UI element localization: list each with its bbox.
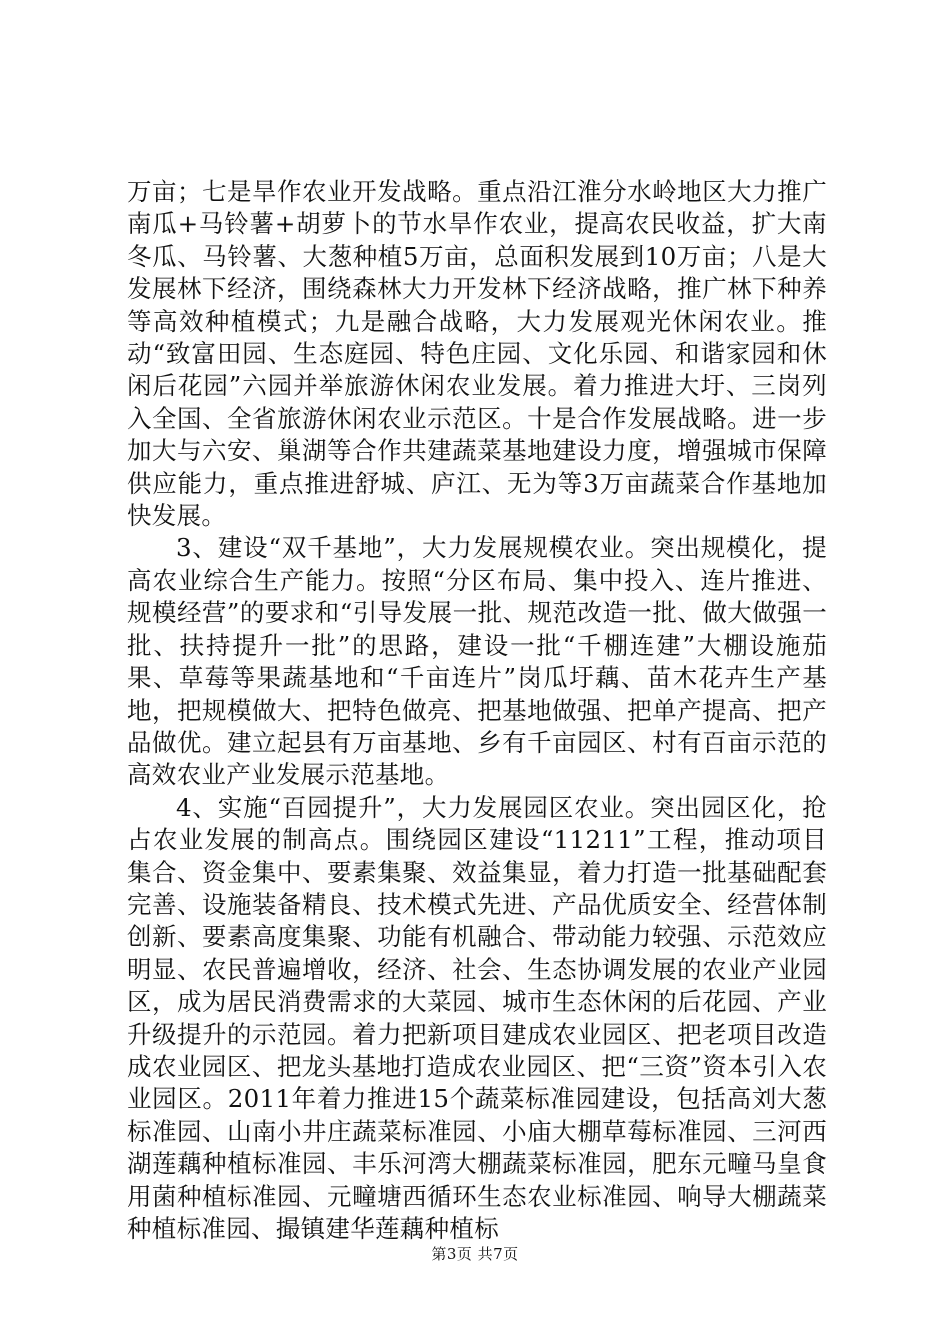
- paragraph-continued: 万亩；七是旱作农业开发战略。重点沿江淮分水岭地区大力推广南瓜+马铃薯+胡萝卜的节水旱作农业，提高农民收益，扩大南冬瓜、马铃薯、大葱种植5万亩，总面积发展到10万亩；八是大发展林下经济，围绕森林大力开发林下经济战略，推广林下种养等高效种植模式；九是融合战略，大力发展观光休闲农业。推动“致富田园、生态庭园、特色庄园、文化乐园、和谐家园和休闲后花园”六园并举旅游休闲农业发展。着力推进大圩、三岗列入全国、全省旅游休闲农业示范区。十是合作发展战略。进一步加大与六安、巢湖等合作共建蔬菜基地建设力度，增强城市保障供应能力，重点推进舒城、庐江、无为等3万亩蔬菜合作基地加快发展。: [127, 177, 828, 531]
- paragraph-section-3: 3、建设“双千基地”，大力发展规模农业。突出规模化，提高农业综合生产能力。按照“分区布局、集中投入、连片推进、规模经营”的要求和“引导发展一批、规范改造一批、做大做强一批、扶持提升一批”的思路，建设一批“千棚连建”大棚设施茄果、草莓等果蔬基地和“千亩连片”岗瓜圩藕、苗木花卉生产基地，把规模做大、把特色做亮、把基地做强、把单产提高、把产品做优。建立起县有万亩基地、乡有千亩园区、村有百亩示范的高效农业产业发展示范基地。: [127, 533, 827, 790]
- document-body: [127, 176, 827, 1245]
- paragraph-section-4: 4、实施“百园提升”，大力发展园区农业。突出园区化，抢占农业发展的制高点。围绕园区建设“11211”工程，推动项目集合、资金集中、要素集聚、效益集显，着力打造一批基础配套完善、设施装备精良、技术模式先进、产品优质安全、经营体制创新、要素高度集聚、功能有机融合、带动能力较强、示范效应明显、农民普遍增收，经济、社会、生态协调发展的农业产业园区，成为居民消费需求的大菜园、城市生态休闲的后花园、产业升级提升的示范园。着力把新项目建成农业园区、把老项目改造成农业园区、把龙头基地打造成农业园区、把“三资”资本引入农业园区。2011年着力推进15个蔬菜标准园建设，包括高刘大葱标准园、山南小井庄蔬菜标准园、小庙大棚草莓标准园、三河西湖莲藕种植标准园、丰乐河湾大棚蔬菜标准园，肥东元疃马皇食用菌种植标准园、元疃塘西循环生态农业标准园、响导大棚蔬菜种植标准园、撮镇建华莲藕种植标: [127, 792, 827, 1243]
- page-footer: 第3页 共7页: [431, 1245, 519, 1263]
